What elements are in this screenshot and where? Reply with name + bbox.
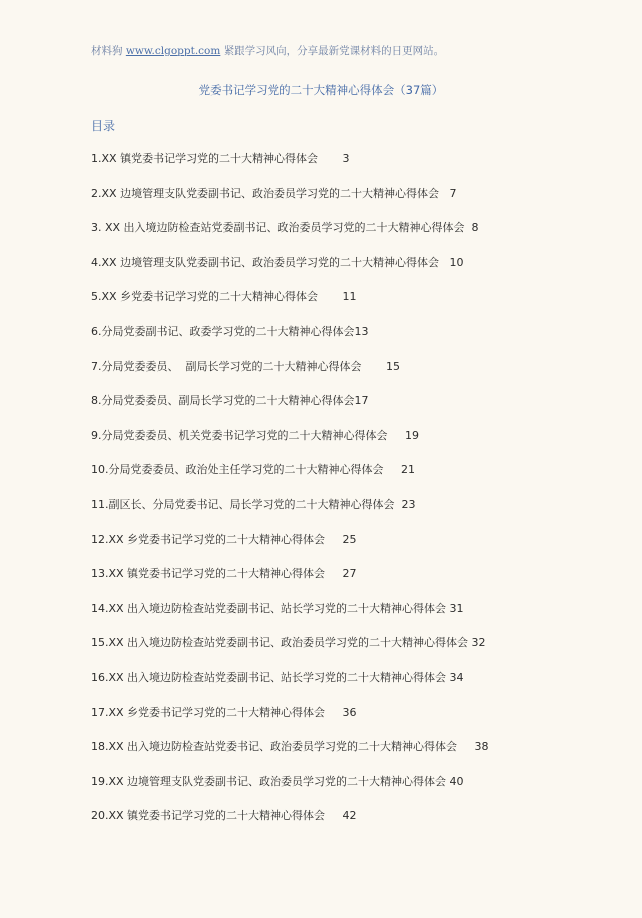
toc-entry-text: 18.XX 出入境边防检查站党委书记、政治委员学习党的二十大精神心得体会 38: [91, 740, 489, 754]
toc-entry[interactable]: [91, 738, 611, 773]
toc-entry[interactable]: [91, 600, 611, 635]
toc-entry-text: 2.XX 边境管理支队党委副书记、政治委员学习党的二十大精神心得体会 7: [91, 186, 457, 200]
toc-entry-text: 4.XX 边境管理支队党委副书记、政治委员学习党的二十大精神心得体会 10: [91, 255, 464, 269]
toc-entry[interactable]: [91, 704, 611, 739]
toc-entry[interactable]: [91, 150, 611, 185]
toc-entry-text: 7.分局党委委员、 副局长学习党的二十大精神心得体会 15: [91, 359, 400, 373]
toc-entry[interactable]: [91, 219, 611, 254]
toc-entry-text: 13.XX 镇党委书记学习党的二十大精神心得体会 27: [91, 567, 357, 581]
toc-entry[interactable]: [91, 773, 611, 808]
header-prefix: 材料狗: [91, 45, 123, 57]
toc-entry-text: 17.XX 乡党委书记学习党的二十大精神心得体会 36: [91, 705, 357, 719]
toc-entry[interactable]: [91, 461, 611, 496]
toc-entry[interactable]: [91, 185, 611, 220]
toc-entry-text: 20.XX 镇党委书记学习党的二十大精神心得体会 42: [91, 809, 357, 823]
toc-heading: 目录: [91, 119, 116, 133]
toc-entry[interactable]: [91, 358, 611, 393]
toc-entry-text: 19.XX 边境管理支队党委副书记、政治委员学习党的二十大精神心得体会 40: [91, 774, 464, 788]
toc-entry-text: 10.分局党委委员、政治处主任学习党的二十大精神心得体会 21: [91, 463, 415, 477]
toc-entry-text: 14.XX 出入境边防检查站党委副书记、站长学习党的二十大精神心得体会 31: [91, 601, 464, 615]
toc-entry-text: 12.XX 乡党委书记学习党的二十大精神心得体会 25: [91, 532, 357, 546]
toc-entry[interactable]: [91, 254, 611, 289]
toc-entry-text: 1.XX 镇党委书记学习党的二十大精神心得体会 3: [91, 152, 350, 165]
toc-entry[interactable]: [91, 531, 611, 566]
toc-entry-text: 9.分局党委委员、机关党委书记学习党的二十大精神心得体会 19: [91, 428, 419, 442]
toc-entry[interactable]: [91, 807, 611, 842]
toc-entry[interactable]: [91, 392, 611, 427]
toc-entry-text: 6.分局党委副书记、政委学习党的二十大精神心得体会13: [91, 324, 369, 338]
toc-entry[interactable]: [91, 323, 611, 358]
header-note: [91, 43, 444, 58]
toc-entry[interactable]: [91, 565, 611, 600]
toc-entry[interactable]: [91, 427, 611, 462]
toc-entry[interactable]: [91, 669, 611, 704]
toc-entry[interactable]: [91, 634, 611, 669]
toc-entry[interactable]: [91, 496, 611, 531]
site-link[interactable]: www.clgoppt.com: [125, 45, 221, 57]
toc-list: [91, 150, 611, 842]
toc-entry-text: 11.副区长、分局党委书记、局长学习党的二十大精神心得体会 23: [91, 497, 416, 511]
toc-entry-text: 3. XX 出入境边防检查站党委副书记、政治委员学习党的二十大精神心得体会 8: [91, 221, 479, 235]
toc-entry-text: 15.XX 出入境边防检查站党委副书记、政治委员学习党的二十大精神心得体会 32: [91, 636, 486, 650]
document-title: 党委书记学习党的二十大精神心得体会（37篇）: [198, 83, 444, 97]
header-suffix: 紧跟学习风向，分享最新党课材料的日更网站。: [223, 45, 445, 57]
toc-entry-text: 8.分局党委委员、副局长学习党的二十大精神心得体会17: [91, 394, 369, 408]
toc-entry-text: 16.XX 出入境边防检查站党委副书记、站长学习党的二十大精神心得体会 34: [91, 670, 464, 684]
toc-entry-text: 5.XX 乡党委书记学习党的二十大精神心得体会 11: [91, 290, 357, 304]
toc-entry[interactable]: [91, 288, 611, 323]
